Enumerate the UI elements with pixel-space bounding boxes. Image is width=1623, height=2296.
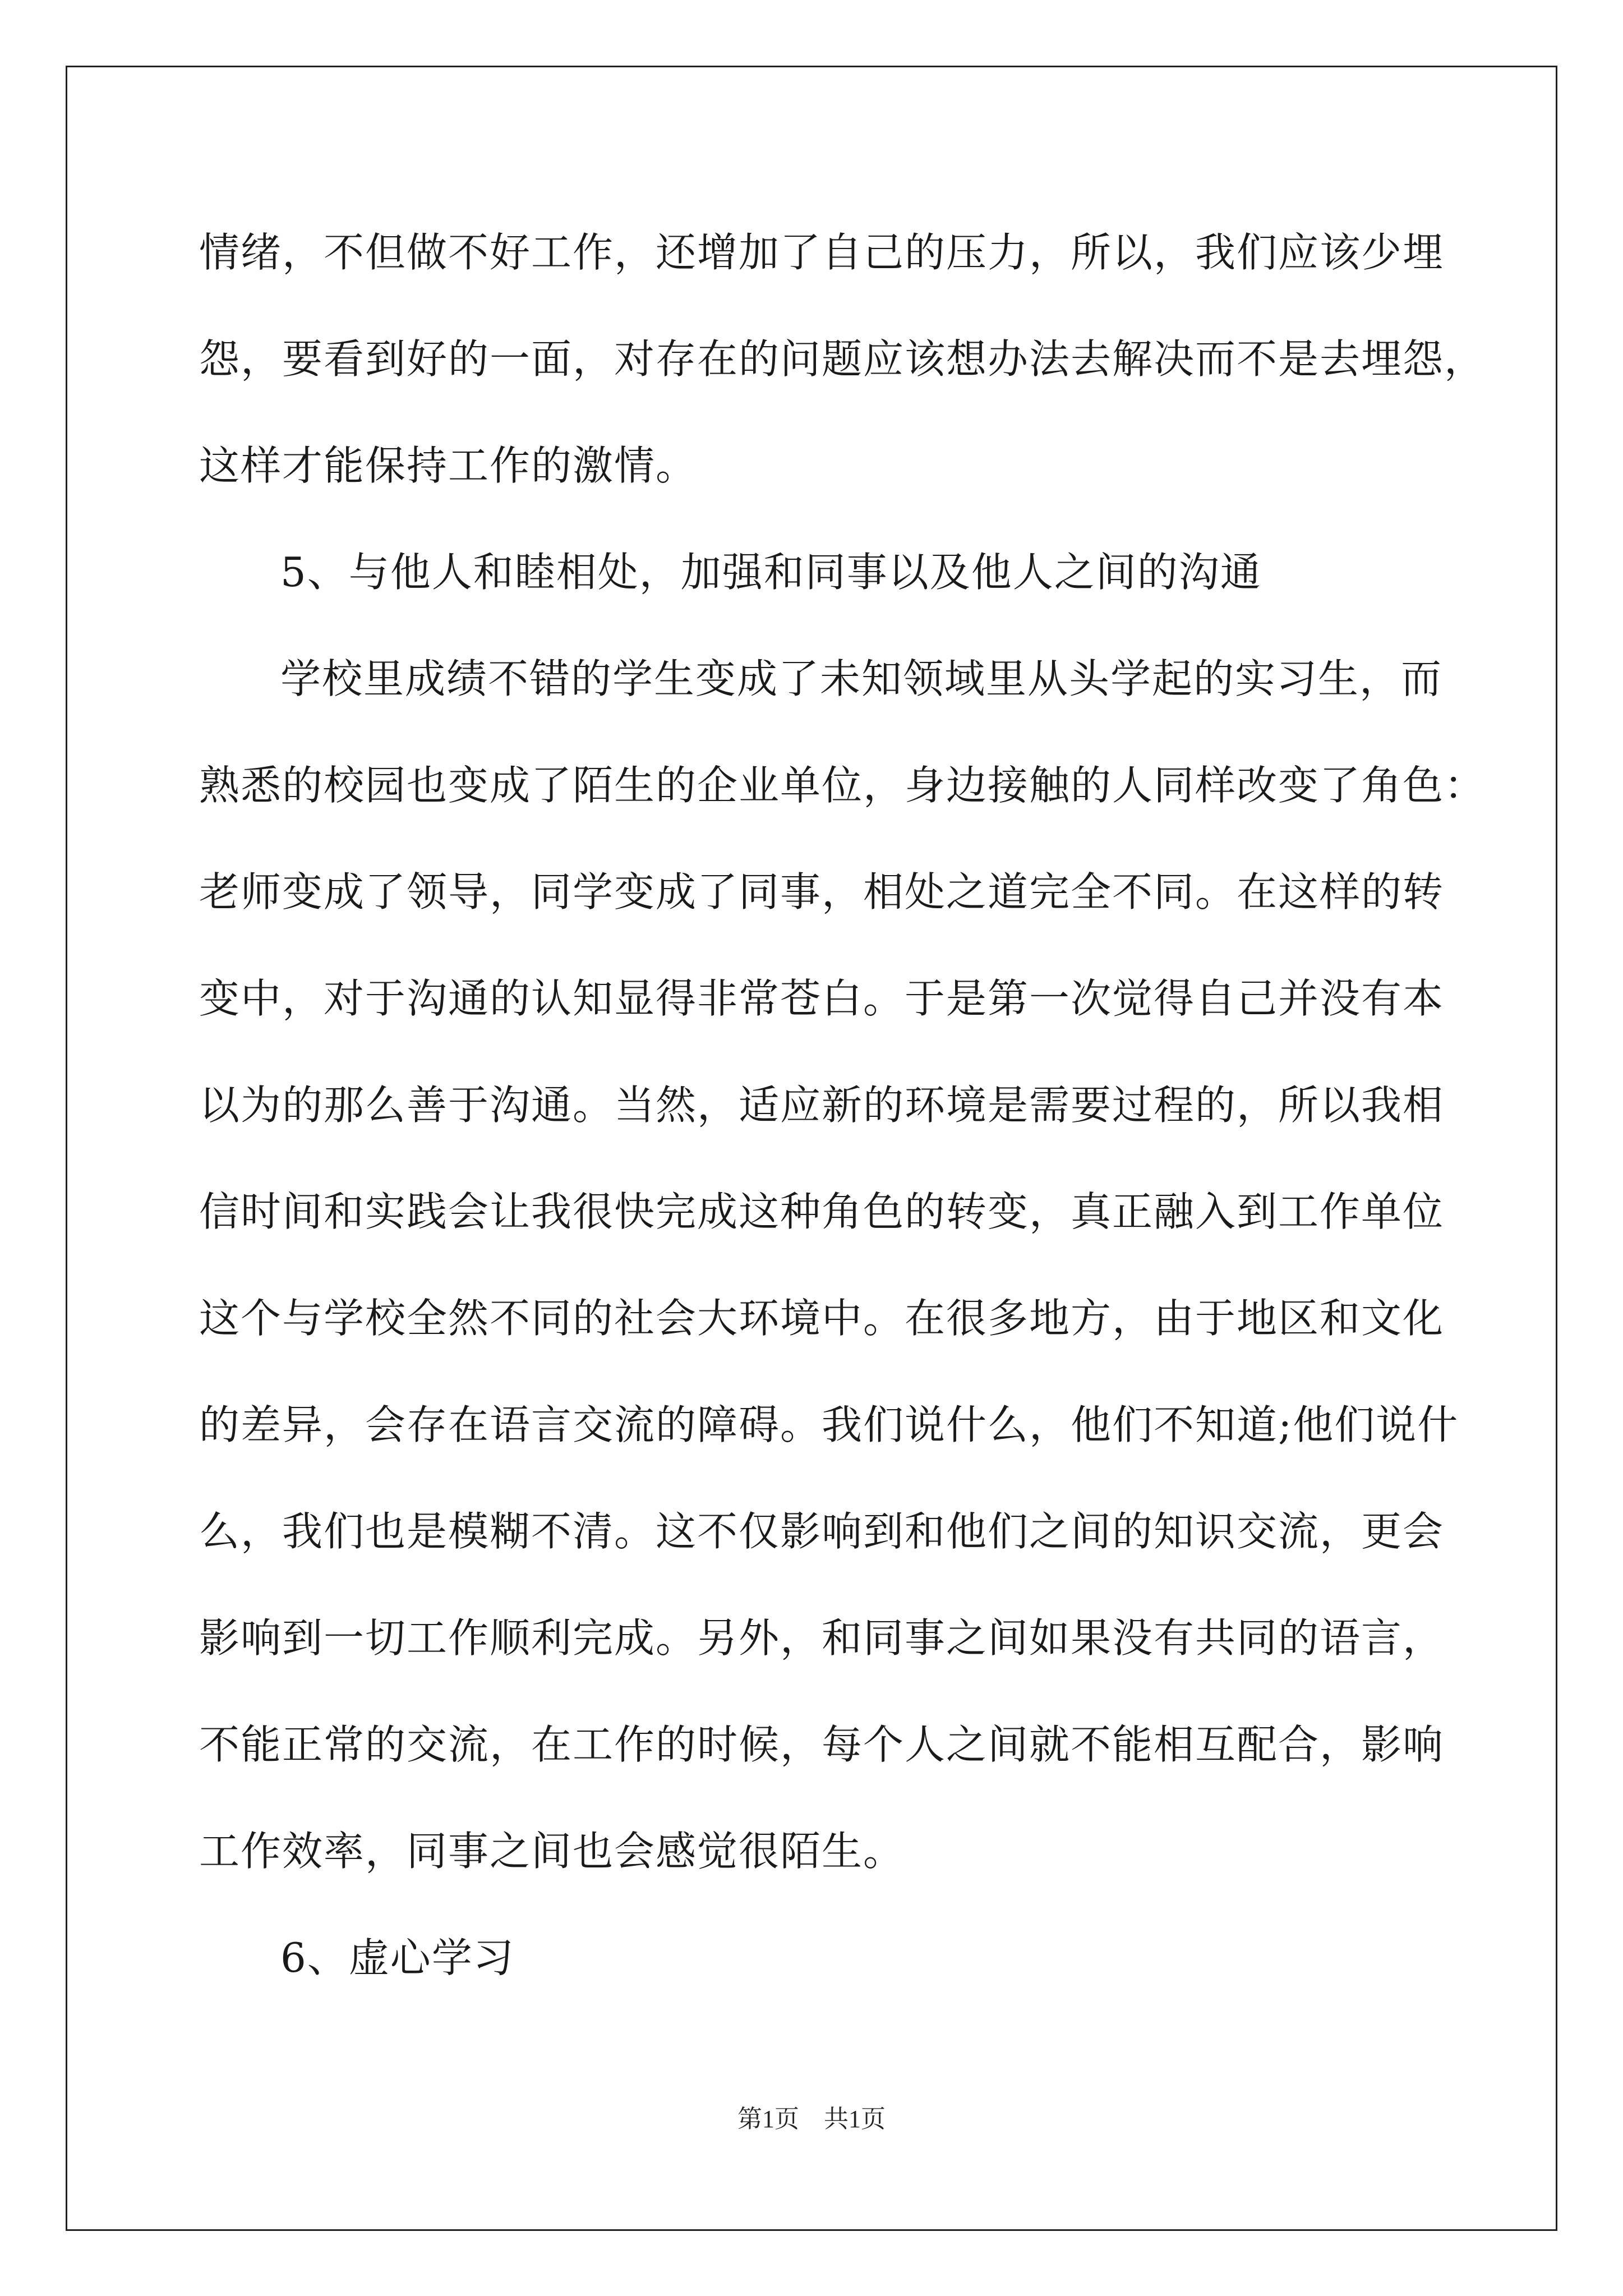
body-line-9: 以为的那么善于沟通。当然，适应新的环境是需要过程的，所以我相 [199,1082,1445,1129]
section-heading-6: 6、虚心学习 [280,1934,515,1981]
body-line-15: 不能正常的交流，在工作的时候，每个人之间就不能相互配合，影响 [199,1721,1445,1768]
body-line-7: 老师变成了领导，同学变成了同事，相处之道完全不同。在这样的转 [199,868,1445,915]
body-line-3: 这样才能保持工作的激情。 [199,442,698,489]
body-line-16: 工作效率，同事之间也会感觉很陌生。 [199,1828,905,1875]
body-line-11: 这个与学校全然不同的社会大环境中。在很多地方，由于地区和文化 [199,1295,1445,1342]
body-line-6: 熟悉的校园也变成了陌生的企业单位，身边接触的人同样改变了角色： [199,762,1486,809]
page-footer: 第1页 共1页 [737,2105,886,2133]
body-line-14: 影响到一切工作顺利完成。另外，和同事之间如果没有共同的语言， [199,1614,1445,1662]
body-line-1: 情绪，不但做不好工作，还增加了自己的压力，所以，我们应该少埋 [199,229,1445,276]
body-line-2: 怨，要看到好的一面，对存在的问题应该想办法去解决而不是去埋怨， [199,335,1486,383]
body-line-5: 学校里成绩不错的学生变成了未知领域里从头学起的实习生，而 [280,655,1443,702]
body-line-10: 信时间和实践会让我很快完成这种角色的转变，真正融入到工作单位 [199,1188,1445,1235]
body-line-12: 的差异，会存在语言交流的障碍。我们说什么，他们不知道;他们说什 [199,1401,1459,1448]
section-heading-5: 5、与他人和睦相处，加强和同事以及他人之间的沟通 [280,549,1262,596]
body-line-8: 变中，对于沟通的认知显得非常苍白。于是第一次觉得自己并没有本 [199,975,1445,1022]
body-line-13: 么，我们也是模糊不清。这不仅影响到和他们之间的知识交流，更会 [199,1508,1445,1555]
page-border [66,66,1557,2231]
